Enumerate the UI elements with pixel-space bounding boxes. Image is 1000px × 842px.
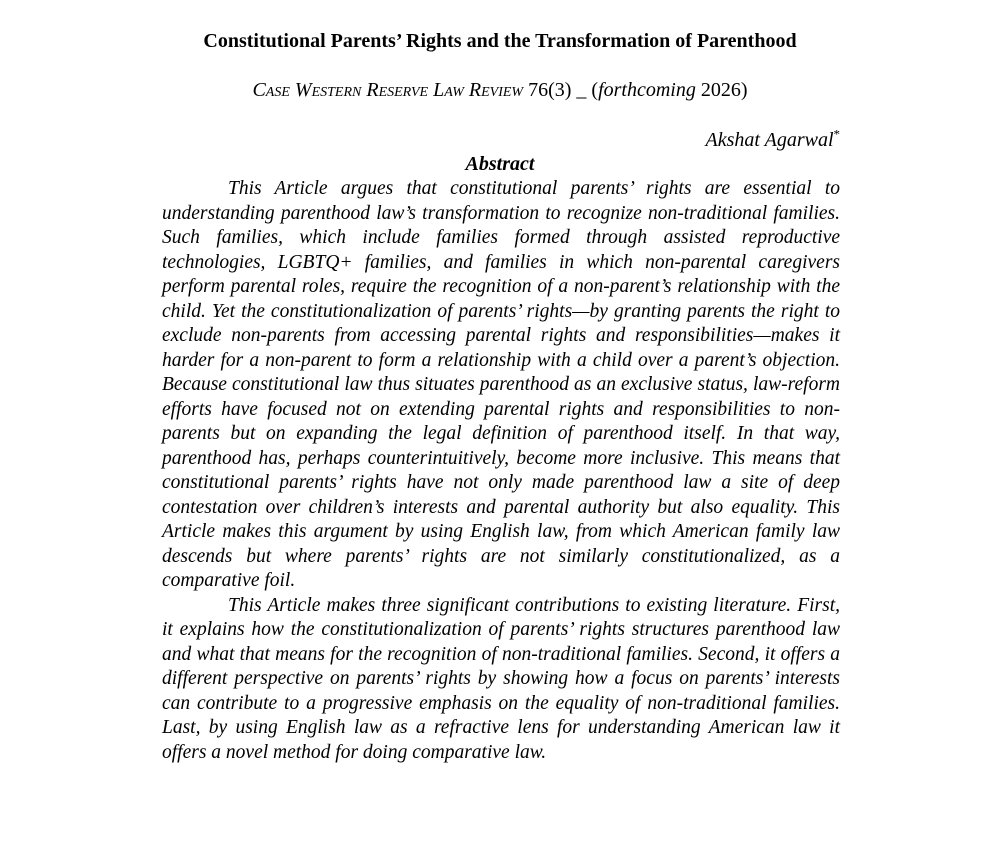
author-byline xyxy=(706,127,840,153)
volume-issue: 76(3) _ ( xyxy=(528,79,599,101)
abstract-body xyxy=(162,177,840,765)
abstract-heading: Abstract xyxy=(465,153,535,175)
author-footnote-mark: * xyxy=(833,126,840,142)
author-name: Akshat Agarwal xyxy=(705,129,834,151)
paper-title: Constitutional Parents’ Rights and the Transformation of Parenthood xyxy=(203,30,797,52)
publication-year: 2026) xyxy=(700,79,748,101)
journal-name: Case Western Reserve Law Review xyxy=(252,79,524,101)
abstract-paragraph: This Article argues that constitutional parents’ rights are essential to understanding parenthood law’s transformation to recognize non-traditional families. Such families, which include families formed through assisted reproductive technologies, LGBTQ+ families, and families in which non-parental caregivers perform parental roles, require the recognition of a non-parent’s relationship with the child. Yet the constitutionalization of parents’ rights—by granting parents the right to exclude non-parents from accessing parental rights and responsibilities—makes it harder for a non-parent to form a relationship with a child over a parent’s objection. Because constitutional law thus situates parenthood as an exclusive status, law-reform efforts have focused not on extending parental rights and responsibilities to non-parents but on expanding the legal definition of parenthood itself. In that way, parenthood has, perhaps counterintuitively, become more inclusive. This means that constitutional parents’ rights have not only made parenthood law a site of deep contestation over children’s interests and parental authority but also equality. This Article makes this argument by using English law, from which American family law descends but where parents’ rights are not similarly constitutionalized, as a comparative foil. xyxy=(162,178,840,591)
forthcoming-label: forthcoming xyxy=(598,79,696,101)
journal-citation xyxy=(0,77,1000,103)
abstract-paragraph: This Article makes three significant contributions to existing literature. First, it explains how the constitutionalization of parents’ rights structures parenthood law and what that means for the recognition of non-traditional families. Second, it offers a different perspective on parents’ rights by showing how a focus on parents’ interests can contribute to a progressive emphasis on the equality of non-traditional families. Last, by using English law as a refractive lens for understanding American law it offers a novel method for doing comparative law. xyxy=(162,594,840,763)
